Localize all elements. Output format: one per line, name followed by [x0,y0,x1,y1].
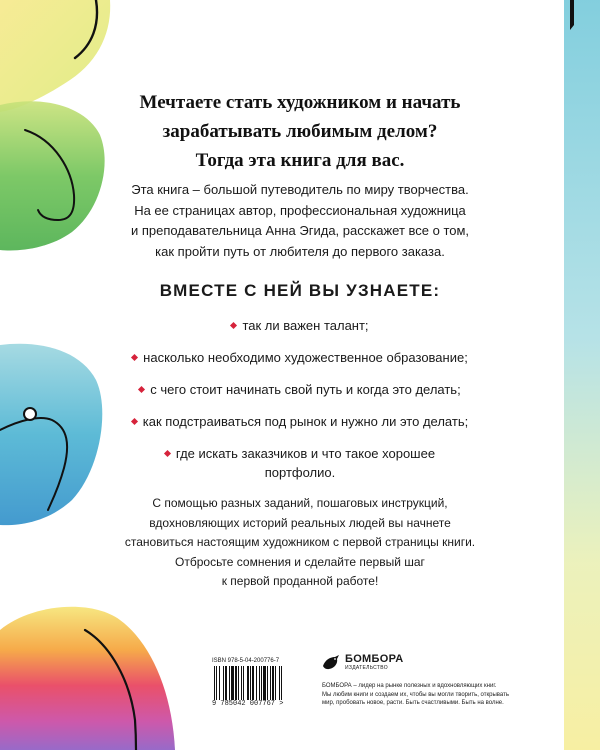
publisher-logo [321,652,404,672]
outro-line: становиться настоящим художником с первой страницы книги. [124,535,476,549]
headline-line: зарабатывать любимым делом? [162,121,438,142]
barcode-bar [281,666,282,700]
publisher-description [322,682,509,708]
outro-line: вдохновляющих историй реальных людей вы начнете [149,515,451,530]
publisher-line: БОМБОРА – лидер на рынке полезных и вдохновляющих книг. [322,683,497,689]
bullet-diamond-icon [230,322,237,329]
bullet-diamond-icon [131,418,138,425]
barcode-bar [259,666,260,700]
bullet-text: с чего стоит начинать свой путь и когда это делать; [150,382,461,397]
barcode-bar [247,666,249,700]
bullet-diamond-icon [131,354,138,361]
bullet-item [100,348,500,367]
outro-line: к первой проданной работе! [221,574,379,588]
publisher-logo-name: БОМБОРА [345,652,404,665]
bullet-item [100,444,500,482]
barcode-bar [223,666,224,700]
bullet-text: как подстраиваться под рынок и нужно ли это делать; [142,414,469,429]
barcode-image [212,666,310,700]
section-title: ВМЕСТЕ С НЕЙ ВЫ УЗНАЕТЕ: [159,281,441,300]
barcode-bar [214,666,215,700]
bullet-text-continued: портфолио. [264,465,336,480]
barcode-bar [250,666,251,700]
bullet-text: насколько необходимо художественное образование; [143,350,468,365]
barcode-block [212,658,310,708]
barcode-bar [219,666,220,700]
barcode-bar [225,666,227,700]
barcode-bar [279,666,280,700]
barcode-digits: 9 785042 007767 > [212,700,284,708]
barcode-bar [263,666,266,700]
isbn-text: ISBN 978-5-04-200776-7 [212,658,280,664]
bullet-item [100,412,500,431]
bullet-list [100,316,500,495]
publisher-line: мир, пробовать новое, расти. Быть счастливыми. Быть на волне. [322,700,504,707]
barcode-bar [238,666,239,700]
barcode-bar [272,666,274,700]
barcode-bar [270,666,271,700]
bullet-text: так ли важен талант; [242,318,369,333]
barcode-bar [229,666,230,700]
intro-line: На ее страницах автор, профессиональная художница [134,202,466,218]
headline-line: Тогда эта книга для вас. [195,150,405,171]
bullet-diamond-icon [164,450,171,457]
bullet-item [100,316,500,335]
barcode-bar [216,666,217,700]
barcode-bar [241,666,242,700]
outro-line: Отбросьте сомнения и сделайте первый шаг [175,554,425,569]
publisher-line: Мы любим книги и создаем их, чтобы вы могли творить, открывать [322,691,509,698]
barcode-bar [275,666,276,700]
bullet-text: где искать заказчиков и что такое хорошее [175,446,436,461]
publisher-logo-sub: ИЗДАТЕЛЬСТВО [345,664,388,671]
bullet-diamond-icon [138,386,145,393]
outro-line: С помощью разных заданий, пошаговых инструкций, [152,496,448,510]
intro-line: и преподавательница Анна Эгида, расскажет все о том, [130,223,470,238]
publisher-bird-icon [321,652,341,672]
barcode-bar [252,666,254,700]
barcode-bar [231,666,234,700]
outro-paragraph [100,494,500,592]
bullet-item [100,380,500,399]
barcode-bar [243,666,244,700]
barcode-bar [267,666,268,700]
headline-line: Мечтаете стать художником и начать [139,92,461,113]
barcode-bar [235,666,237,700]
intro-paragraph [100,180,500,262]
barcode-bar [261,666,262,700]
headline [100,88,500,175]
intro-line: как пройти путь от любителя до первого заказа. [155,243,445,259]
intro-line: Эта книга – большой путеводитель по миру творчества. [131,182,469,197]
barcode-bar [256,666,257,700]
